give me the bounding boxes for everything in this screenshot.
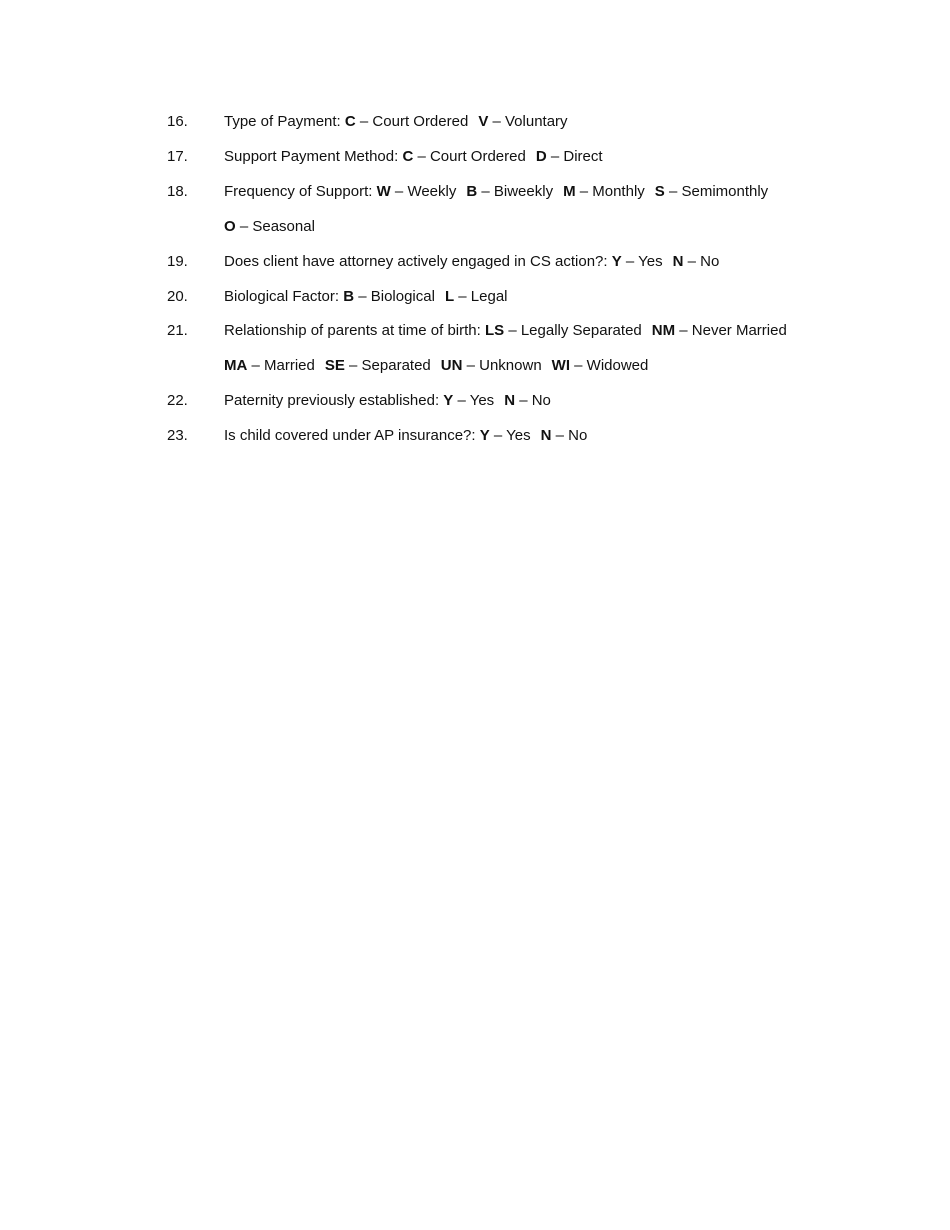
item-text	[224, 252, 719, 272]
option-desc: – Separated	[344, 357, 431, 374]
option-desc: – Unknown	[462, 357, 542, 374]
option-code: L	[444, 288, 455, 305]
item-number: 16.	[167, 113, 188, 130]
item-text	[224, 147, 603, 167]
item-number: 17.	[167, 148, 188, 165]
item-21-continuation	[224, 356, 648, 376]
item-label: Type of Payment:	[224, 113, 345, 130]
option-code: C	[402, 148, 414, 165]
option-desc: – Legal	[454, 288, 508, 305]
option-desc: – Biweekly	[477, 183, 554, 200]
option-code: N	[504, 392, 516, 409]
option-code: V	[478, 113, 489, 130]
option-code: SE	[324, 357, 345, 374]
option-desc: – Legally Separated	[504, 322, 642, 339]
item-text	[224, 426, 587, 446]
option-desc: – Direct	[546, 148, 603, 165]
option-code: W	[376, 183, 391, 200]
item-number: 21.	[167, 322, 188, 339]
item-18-continuation	[224, 217, 315, 237]
item-text	[224, 321, 787, 341]
option-desc: – No	[683, 253, 720, 270]
option-desc: – Widowed	[570, 357, 649, 374]
option-code: S	[654, 183, 665, 200]
option-desc: – Court Ordered	[355, 113, 469, 130]
option-code: O	[224, 218, 236, 235]
option-code: MA	[224, 357, 248, 374]
option-code: D	[535, 148, 547, 165]
option-code: LS	[484, 322, 505, 339]
item-text	[224, 391, 551, 411]
item-number: 22.	[167, 392, 188, 409]
item-label: Biological Factor:	[224, 288, 344, 305]
option-desc: – Monthly	[575, 183, 645, 200]
option-code: NM	[651, 322, 676, 339]
option-code: M	[563, 183, 576, 200]
item-number: 19.	[167, 253, 188, 270]
item-label: Is child covered under AP insurance?:	[224, 427, 480, 444]
option-code: N	[540, 427, 552, 444]
item-number: 23.	[167, 427, 188, 444]
option-desc: – Never Married	[675, 322, 787, 339]
option-desc: – No	[551, 427, 588, 444]
option-code: B	[466, 183, 478, 200]
item-label: Does client have attorney actively engaged in CS action?:	[224, 253, 612, 270]
item-label: Support Payment Method:	[224, 148, 403, 165]
option-desc: – Court Ordered	[413, 148, 526, 165]
option-code: UN	[440, 357, 463, 374]
option-desc: – Married	[247, 357, 315, 374]
item-number: 20.	[167, 288, 188, 305]
option-desc: – Yes	[453, 392, 495, 409]
option-code: N	[672, 253, 684, 270]
option-code: B	[343, 288, 355, 305]
option-code: C	[344, 113, 356, 130]
item-text	[224, 182, 768, 202]
item-label: Paternity previously established:	[224, 392, 444, 409]
item-text	[224, 287, 508, 307]
option-desc: – Seasonal	[235, 218, 315, 235]
option-desc: – No	[515, 392, 551, 409]
item-label: Frequency of Support:	[224, 183, 377, 200]
option-desc: – Voluntary	[488, 113, 568, 130]
option-code: WI	[551, 357, 570, 374]
item-number: 18.	[167, 183, 188, 200]
item-text	[224, 112, 568, 132]
option-desc: – Yes	[489, 427, 531, 444]
option-code: Y	[443, 392, 454, 409]
option-desc: – Weekly	[390, 183, 457, 200]
option-desc: – Biological	[354, 288, 435, 305]
option-code: Y	[479, 427, 490, 444]
option-desc: – Semimonthly	[664, 183, 769, 200]
item-label: Relationship of parents at time of birth:	[224, 322, 485, 339]
option-code: Y	[611, 253, 622, 270]
option-desc: – Yes	[621, 253, 663, 270]
